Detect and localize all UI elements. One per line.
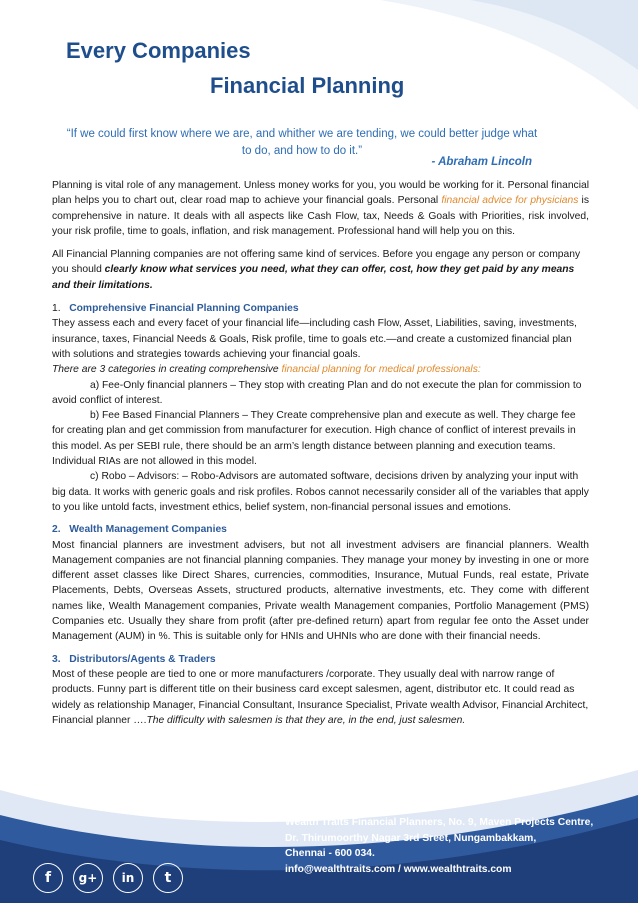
linkedin-icon[interactable]: in — [113, 863, 143, 893]
section-2-number: 2. — [52, 524, 61, 536]
category-fee-based: b) Fee Based Financial Planners – They Create comprehensive plan and execute as well. They charge fee for creating plan and get commission from manufacturer for execution. High chance of conflict of interest prevails in this model. As per SEBI rule, there should be an arm’s length distance between planning and execution teams. Individual RIAs are not allowed in this model. — [52, 410, 576, 468]
intro2-emphasis: clearly know what services you need, what they can offer, cost, how they get paid by any means and their limitations. — [52, 264, 575, 291]
intro-paragraph-2 — [52, 247, 589, 293]
categories-text: There are 3 categories in creating comprehensive — [52, 364, 282, 376]
section-3-text-italic: The difficulty with salesmen is that they are, in the end, just salesmen. — [146, 714, 466, 726]
intro-text: Planning is vital role of any management. Unless money works for you, you would be working for it. Personal financial plan helps you to chart out, clear road map to achieve your financial goals. Personal — [52, 180, 589, 207]
address-line-1: Wealth Traits Financial Planners, No. 9, Maven Projects Centre, — [285, 817, 594, 828]
section-wealth-management — [52, 522, 589, 644]
section-3-text-main: Most of these people are tied to one or more manufacturers /corporate. They usually deal with narrow range of products. Funny part is different title on their business card except salesmen, agent, distributor etc. It could read as widely as relationship Manager, Financial Consultant, Insurance Specialist, Private wealth Advisor, Financial Architect, Financial planner …. — [52, 668, 589, 726]
section-1-heading — [52, 301, 589, 316]
section-3-text — [52, 667, 589, 728]
section-3-number: 3. — [52, 653, 61, 665]
section-comprehensive — [52, 301, 589, 515]
category-robo-advisors: c) Robo – Advisors: – Robo-Advisors are automated software, decisions driven by analyzing your input with big data. It works with generic goals and risk profiles. Robos cannot necessarily consider all of the variables that apply to you like untold facts, investment ethics, belief system, non-financial personal issues and emotions. — [52, 471, 589, 513]
twitter-icon[interactable]: t — [153, 863, 183, 893]
header-swoosh — [0, 0, 638, 130]
google-plus-icon[interactable]: g+ — [73, 863, 103, 893]
section-distributors — [52, 652, 589, 728]
physician-advice-link[interactable]: financial advice for physicians — [441, 195, 579, 207]
section-1-text: They assess each and every facet of your financial life—including cash Flow, Asset, Liabilities, saving, investments, insurance, taxes, Financial Needs & Goals, Risk profile, time to goals etc.—and create a customized financial plan with solutions and strategies towards achieving your financial goals. — [52, 318, 577, 360]
social-links — [33, 863, 183, 893]
address-line-3: Chennai - 600 034. — [285, 848, 375, 859]
title-line-2: Financial Planning — [210, 73, 405, 98]
footer-address — [285, 815, 593, 877]
document-body — [52, 178, 589, 735]
quote-author: - Abraham Lincoln — [431, 156, 532, 168]
facebook-icon[interactable]: f — [33, 863, 63, 893]
section-1-title: Comprehensive Financial Planning Companies — [69, 303, 299, 315]
category-fee-only: a) Fee-Only financial planners – They stop with creating Plan and do not execute the plan for commission to avoid conflict of interest. — [52, 379, 582, 406]
section-1-number: 1. — [52, 303, 61, 315]
section-3-title: Distributors/Agents & Traders — [69, 653, 216, 665]
categories-line — [52, 362, 589, 377]
quote-text: “If we could first know where we are, and whither we are tending, we could better judge what to do, and how to do it.” — [66, 128, 538, 157]
section-2-text: Most financial planners are investment advisers, but not all investment advisers are financial planners. Wealth Management companies are not financial planning companies. They manage your money by investing in one or more different asset classes like Direct Shares, currencies, commodities, Insurance, Mutual Funds, real estate, Private Placements, Debts, Overseas Assets, structured products, alternative investments, etc. They come with different names like, Wealth Management companies, Private wealth Management companies, Portfolio Management (PMS) Companies etc. Usually they share from profit (after pre-defined return) apart from regular fee onto the Asset under Management (AUM) in %. This is suitable only for HNIs and UHNIs who are done with their financial needs. — [52, 539, 589, 643]
title-line-1: Every Companies — [66, 38, 251, 63]
section-2-title: Wealth Management Companies — [69, 524, 227, 536]
intro2-text: All Financial Planning companies are not offering same kind of services. Before you engage any person or company you should — [52, 249, 581, 276]
intro-text-cont: is comprehensive in nature. It deals with all aspects like Cash Flow, tax, Needs & Goals with Priorities, risk involved, your risk profile, time to goals, inflation, and risk management. Professional hand will help you on this. — [52, 195, 589, 237]
address-line-2: Dr. Thirumoorthy Nagar 3rd Sreet, Nungambakkam, — [285, 832, 537, 844]
medical-planning-link[interactable]: financial planning for medical professionals: — [281, 364, 481, 376]
section-2-heading — [52, 522, 589, 537]
intro-paragraph-1 — [52, 178, 589, 239]
section-3-heading — [52, 652, 589, 667]
contact-links[interactable]: info@wealthtraits.com / www.wealthtraits.com — [285, 863, 512, 875]
